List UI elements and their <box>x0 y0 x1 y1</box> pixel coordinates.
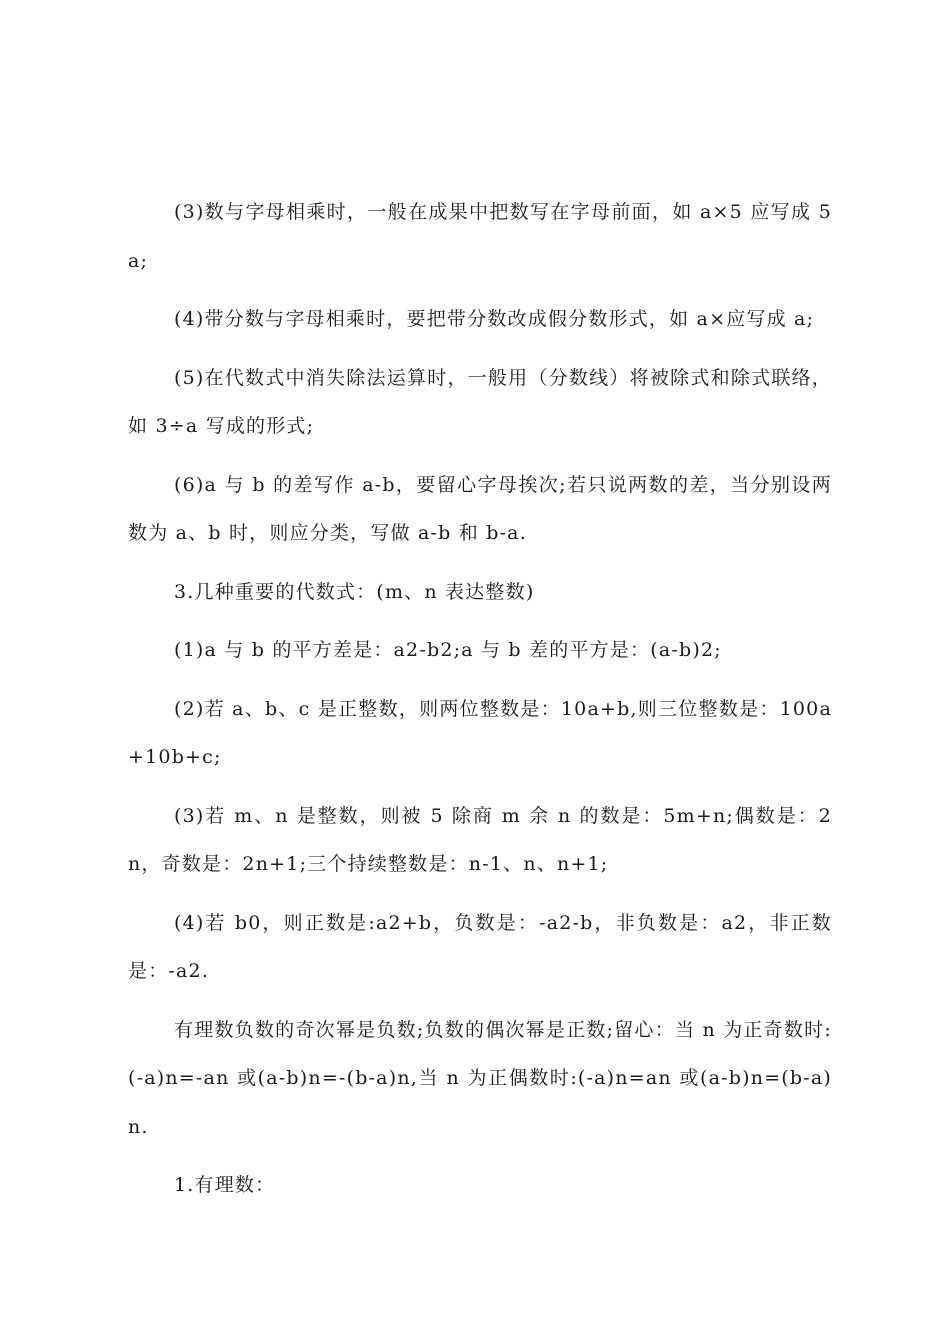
paragraph-4: (6)a 与 b 的差写作 a-b，要留心字母挨次;若只说两数的差，当分别设两数为 a、b 时，则应分类，写做 a-b 和 b-a. <box>128 473 832 544</box>
paragraph-2: (4)带分数与字母相乘时，要把带分数改成假分数形式，如 a×应写成 a; <box>174 308 815 330</box>
paragraph-9: (4)若 b0，则正数是:a2+b，负数是：-a2-b，非负数是：a2，非正数是：-a2. <box>128 911 832 982</box>
paragraph-1: (3)数与字母相乘时，一般在成果中把数写在字母前面，如 a×5 应写成 5a; <box>128 201 832 272</box>
paragraph-6: (1)a 与 b 的平方差是：a2-b2;a 与 b 差的平方是：(a-b)2; <box>174 639 722 661</box>
document-body <box>128 188 832 1220</box>
paragraph-3: (5)在代数式中消失除法运算时，一般用（分数线）将被除式和除式联络，如 3÷a 写成的形式; <box>128 366 832 437</box>
section-heading-1: 1.有理数： <box>174 1174 276 1196</box>
paragraph-8: (3)若 m、n 是整数，则被 5 除商 m 余 n 的数是：5m+n;偶数是：2n，奇数是：2n+1;三个持续整数是：n-1、n、n+1; <box>128 804 832 875</box>
section-heading-3: 3.几种重要的代数式：(m、n 表达整数) <box>174 580 535 603</box>
paragraph-10: 有理数负数的奇次幂是负数;负数的偶次幂是正数;留心：当 n 为正奇数时:(-a)n=-an 或(a-b)n=-(b-a)n,当 n 为正偶数时:(-a)n=an 或(a-b)n=(b-a)n. <box>128 1018 832 1138</box>
paragraph-7: (2)若 a、b、c 是正整数，则两位整数是：10a+b,则三位整数是：100a+10b+c; <box>128 697 832 768</box>
